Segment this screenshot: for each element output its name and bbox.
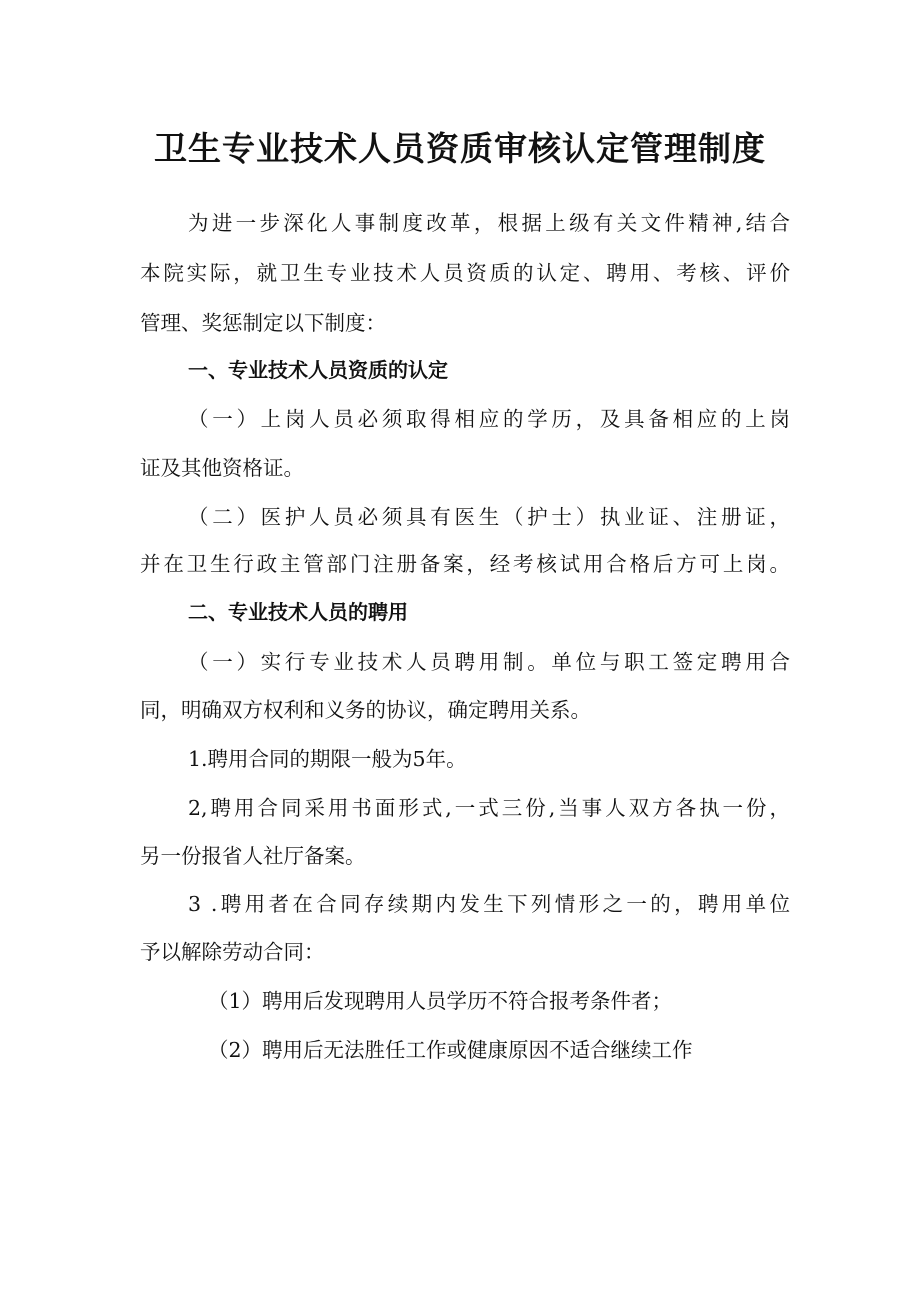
section-2-point-3-line-1: 3 .聘用者在合同存续期内发生下列情形之一的，聘用单位 [188, 892, 790, 916]
section-1-item-1-line-1: （一）上岗人员必须取得相应的学历，及具备相应的上岗 [188, 407, 790, 431]
section-2-point-1: 1.聘用合同的期限一般为5年。 [188, 747, 467, 771]
intro-line-1: 为进一步深化人事制度改革，根据上级有关文件精神,结合 [188, 211, 790, 235]
section-2-sub-1: （1）聘用后发现聘用人员学历不符合报考条件者； [208, 989, 673, 1013]
section-2-sub-2: （2）聘用后无法胜任工作或健康原因不适合继续工作 [208, 1038, 693, 1062]
section-1-item-2-line-2: 并在卫生行政主管部门注册备案，经考核试用合格后方可上岗。 [140, 552, 790, 576]
section-1-item-2-line-1: （二）医护人员必须具有医生（护士）执业证、注册证， [188, 505, 790, 529]
document-title: 卫生专业技术人员资质审核认定管理制度 [154, 129, 766, 168]
intro-line-2: 本院实际，就卫生专业技术人员资质的认定、聘用、考核、评价 [140, 261, 790, 285]
section-1-item-1-line-2: 证及其他资格证。 [140, 456, 304, 480]
section-2-item-1-line-1: （一）实行专业技术人员聘用制。单位与职工签定聘用合 [188, 650, 790, 674]
intro-line-3: 管理、奖惩制定以下制度： [140, 311, 386, 335]
section-2-point-2-line-2: 另一份报省人社厅备案。 [140, 844, 366, 868]
section-2-point-3-line-2: 予以解除劳动合同： [140, 940, 325, 964]
section-2-point-2-line-1: 2,聘用合同采用书面形式,一式三份,当事人双方各执一份， [188, 796, 790, 820]
section-1-heading: 一、专业技术人员资质的认定 [188, 358, 448, 382]
section-2-heading: 二、专业技术人员的聘用 [188, 600, 408, 624]
section-2-item-1-line-2: 同，明确双方权利和义务的协议，确定聘用关系。 [140, 698, 591, 722]
